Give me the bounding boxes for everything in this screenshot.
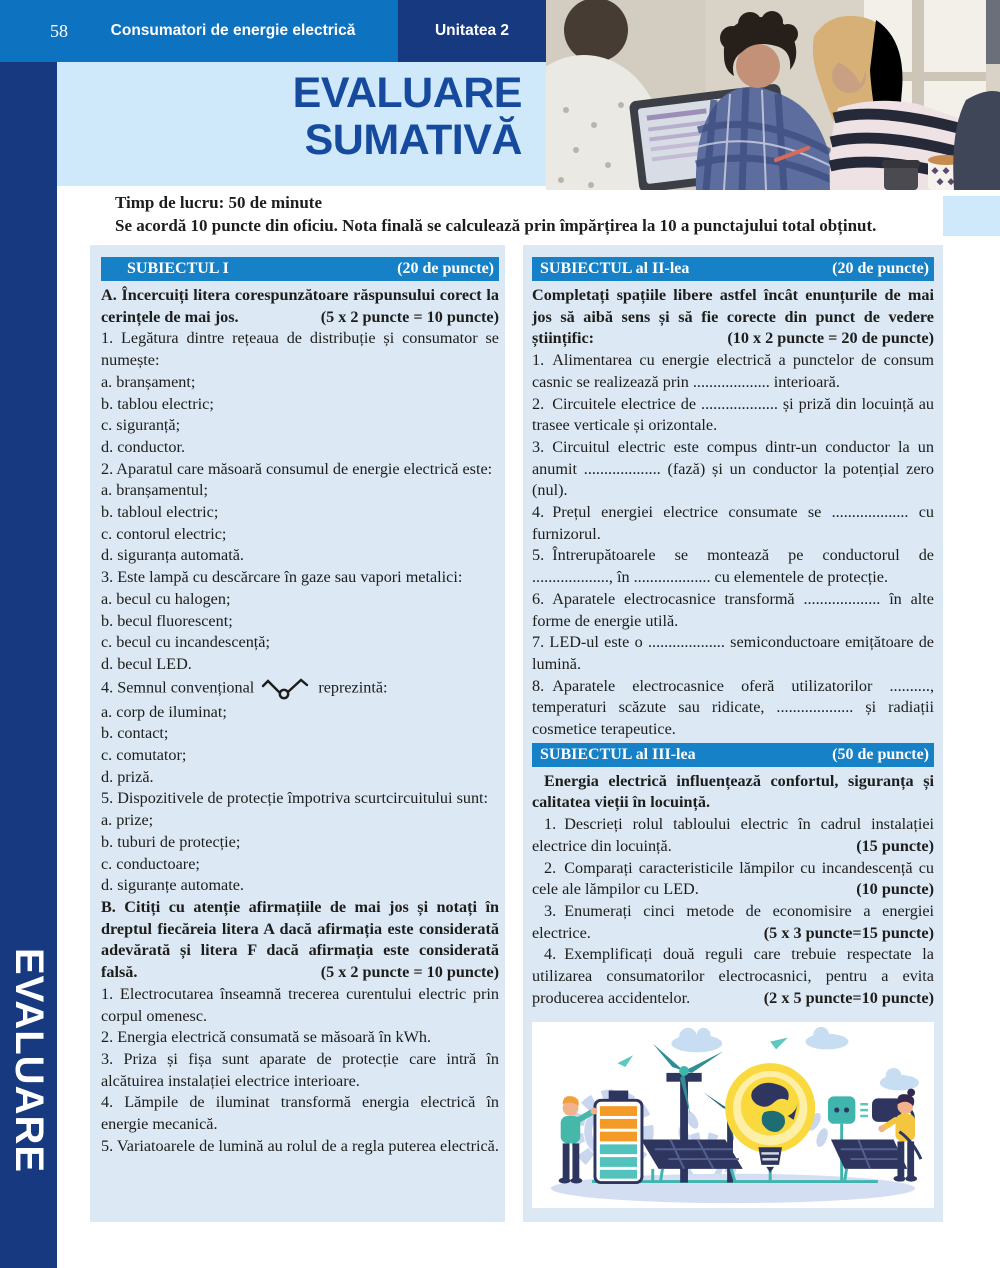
- subject2-points: (20 de puncte): [832, 260, 929, 277]
- question: 2. Aparatul care măsoară consumul de energie electrică este:: [101, 459, 493, 478]
- answer-option: b. tuburi de protecție;: [101, 832, 241, 851]
- fill-item: 8. Aparatele electrocasnice oferă utilizatorilor .........., temperaturi scăzute sau ridicate, ................... și radiații cosmetice terapeutice.: [532, 676, 934, 739]
- fill-item: 5. Întrerupătoarele se montează pe conductorul de ..................., în ................... cu elementele de protecție.: [532, 546, 934, 587]
- students-photo: [546, 0, 1000, 190]
- task-item: [532, 814, 934, 857]
- subject2-header-bar: [532, 257, 934, 281]
- task-points: (2 x 5 puncte=10 puncte): [763, 988, 934, 1007]
- answer-option: a. corp de iluminat;: [101, 702, 227, 721]
- answer-option: a. prize;: [101, 811, 154, 830]
- sidebar-label-box: [0, 920, 57, 1200]
- sectionA-intro: [101, 285, 499, 328]
- statement: 2. Energia electrică consumată se măsoară în kWh.: [101, 1028, 432, 1047]
- answer-option: a. becul cu halogen;: [101, 589, 231, 608]
- subject1-title: SUBIECTUL I: [127, 260, 229, 277]
- answer-option: d. siguranțe automate.: [101, 876, 244, 895]
- page-title-line1: EVALUARE: [292, 69, 522, 117]
- unit-badge: Unitatea 2: [398, 0, 546, 62]
- answer-option: c. conductoare;: [101, 854, 200, 873]
- subject3-points: (50 de puncte): [832, 745, 929, 763]
- task-item: [532, 901, 934, 944]
- task-text: 2. Comparați caracteristicile lămpilor cu incandescență cu cele ale lămpilor cu LED.: [532, 858, 934, 899]
- task-item: [532, 858, 934, 901]
- chapter-title: Consumatori de energie electrică: [110, 22, 356, 39]
- sectionB-intro: [101, 897, 499, 984]
- fill-item: 1. Alimentarea cu energie electrică a punctelor de consum casnic se realizează prin ................... interioară.: [532, 351, 934, 391]
- task-item: [532, 944, 934, 1009]
- page-title: [293, 70, 522, 164]
- answer-option: b. becul fluorescent;: [101, 611, 233, 630]
- task-text: 4. Exemplificați două reguli care trebuie respectate la utilizarea consumatorilor electrocasnici, pentru a evita producerea accidentelor.: [532, 945, 934, 1007]
- switch-symbol-icon: [260, 676, 312, 702]
- fill-item: 6. Aparatele electrocasnice transformă ................... în alte forme de energie utilă.: [532, 589, 934, 630]
- answer-option: b. tablou electric;: [101, 394, 214, 413]
- answer-option: c. contorul electric;: [101, 524, 227, 543]
- answer-option: a. branșamentul;: [101, 481, 208, 500]
- question-text-after: reprezintă:: [318, 678, 388, 697]
- fill-item: 7. LED-ul este o ................... semiconductoare emițătoare de lumină.: [532, 633, 934, 673]
- chapter-bar: [0, 0, 398, 62]
- answer-option: a. branșament;: [101, 372, 196, 391]
- statement: 1. Electrocutarea înseamnă trecerea curentului electric prin corpul omenesc.: [101, 984, 499, 1025]
- subject2-intro: [532, 285, 934, 350]
- subject2-intro-text: Completați spațiile libere astfel încât enunțurile de mai jos să aibă sens și să fie corecte din punct de vedere științific:: [532, 286, 934, 348]
- sectionA-intro-points: (5 x 2 puncte = 10 puncte): [320, 307, 499, 326]
- subject1-header-bar: [101, 257, 499, 281]
- intro-block: [115, 191, 960, 237]
- sectionA-intro-text: A. Încercuiți litera corespunzătoare răspunsului corect la cerințele de mai jos.: [101, 286, 499, 326]
- sidebar-label: EVALUARE: [7, 947, 51, 1173]
- title-panel: [57, 62, 546, 186]
- sidebar-tab: [0, 0, 57, 1268]
- fill-item: 3. Circuitul electric este compus dintr-un conductor la un anumit ................... (fază) și un conductor la potențial zero (nul).: [532, 437, 934, 500]
- statement: 3. Priza și fișa sunt aparate de protecție care intră în alcătuirea instalației electrice interioare.: [101, 1049, 499, 1090]
- question: 3. Este lampă cu descărcare în gaze sau vapori metalici:: [101, 568, 463, 587]
- task-text: 1. Descrieți rolul tabloului electric în cadrul instalației electrice din locuință.: [532, 815, 934, 855]
- answer-option: d. siguranța automată.: [101, 546, 244, 565]
- renewable-energy-illustration: [532, 1022, 934, 1208]
- answer-option: b. contact;: [101, 724, 169, 743]
- column-subject-1: [90, 245, 505, 1222]
- sectionB-intro-text: B. Citiți cu atenție afirmațiile de mai jos și notați în dreptul fiecăreia litera A dacă afirmația este considerată adevărată și litera F dacă afirmația este considerată falsă.: [101, 897, 499, 982]
- accent-block: [943, 196, 1000, 236]
- answer-option: b. tabloul electric;: [101, 503, 219, 522]
- intro-time: Timp de lucru: 50 de minute: [115, 193, 323, 212]
- subject2-intro-points: (10 x 2 puncte = 20 de puncte): [727, 329, 934, 348]
- intro-note: Se acordă 10 puncte din oficiu. Nota finală se calculează prin împărțirea la 10 a punctajului total obținut.: [115, 216, 877, 235]
- task-points: (5 x 3 puncte=15 puncte): [763, 923, 934, 942]
- answer-option: d. priză.: [101, 767, 154, 786]
- subject1-points: (20 de puncte): [397, 260, 494, 277]
- subject3-header-bar: [532, 743, 934, 767]
- answer-option: c. becul cu incandescență;: [101, 633, 270, 652]
- statement: 5. Variatoarele de lumină au rolul de a regla puterea electrică.: [101, 1136, 499, 1155]
- subject3-intro: Energia electrică influențează confortul, siguranța și calitatea vieții în locuință.: [532, 771, 934, 812]
- page-number: 58: [50, 20, 68, 41]
- students-photo-art: [546, 0, 1000, 190]
- question-with-symbol: [101, 676, 499, 702]
- answer-option: c. comutator;: [101, 746, 187, 765]
- question-text-before: 4. Semnul convențional: [101, 678, 255, 697]
- answer-option: c. siguranță;: [101, 416, 181, 435]
- page-title-line2: SUMATIVĂ: [304, 116, 522, 164]
- question: 5. Dispozitivele de protecție împotriva scurtcircuitului sunt:: [101, 789, 489, 808]
- fill-item: 4. Prețul energiei electrice consumate se ................... cu furnizorul.: [532, 503, 934, 543]
- task-points: (10 puncte): [856, 880, 934, 899]
- answer-option: d. becul LED.: [101, 654, 192, 673]
- sectionB-intro-points: (5 x 2 puncte = 10 puncte): [320, 963, 499, 982]
- question: 1. Legătura dintre rețeaua de distribuție și consumator se numește:: [101, 329, 499, 370]
- fill-item: 2. Circuitele electrice de ................... și priză din locuință au trasee verticale și orizontale.: [532, 394, 934, 435]
- subject3-title: SUBIECTUL al III-lea: [540, 745, 696, 763]
- subject2-title: SUBIECTUL al II-lea: [540, 260, 690, 277]
- statement: 4. Lămpile de iluminat transformă energia electrică în energie mecanică.: [101, 1093, 499, 1134]
- task-points: (15 puncte): [856, 836, 934, 855]
- task-text: 3. Enumerați cinci metode de economisire a energiei electrice.: [532, 901, 934, 942]
- column-subject-2-3: [523, 245, 943, 1222]
- answer-option: d. conductor.: [101, 437, 186, 456]
